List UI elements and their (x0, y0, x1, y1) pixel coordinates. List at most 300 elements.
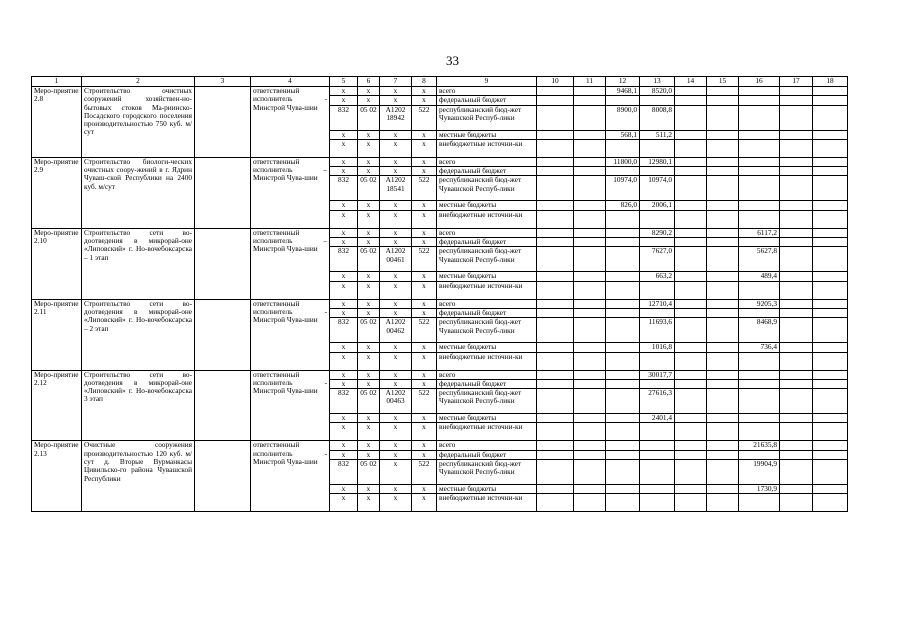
measure-name: Очистные сооружения производительностью 120 куб. м/сут д. Вторые Вурманкасы Цивильско-го района Чувашской Республики (82, 441, 195, 512)
value-col-17 (780, 352, 813, 370)
value-col-15 (707, 389, 739, 414)
value-col-12 (606, 460, 640, 485)
measure-name: Строительство сети во-доотведения в микрорай-оне «Липовский» г. Но-вочебоксарска – 2 этап (82, 299, 195, 370)
funding-source: всего (437, 157, 537, 166)
value-col-10 (537, 281, 574, 299)
value-col-12: 9468,1 (606, 87, 640, 96)
funding-source: всего (437, 370, 537, 379)
value-col-13 (640, 96, 675, 105)
value-col-17 (780, 379, 813, 388)
value-col-16 (739, 157, 780, 166)
budget-code: x (412, 210, 437, 228)
value-col-10 (537, 460, 574, 485)
budget-code: x (358, 210, 380, 228)
executor: ответственный исполнитель - Минстрой Чува-шии (251, 370, 330, 441)
budget-code: x (358, 87, 380, 96)
funding-source: местные бюджеты (437, 343, 537, 352)
value-col-18 (813, 157, 848, 166)
value-col-16 (739, 87, 780, 96)
value-col-14 (675, 272, 707, 281)
value-col-10 (537, 130, 574, 139)
value-col-10 (537, 352, 574, 370)
value-col-11 (574, 414, 606, 423)
value-col-12 (606, 238, 640, 247)
budget-code: x (380, 210, 412, 228)
value-col-12 (606, 96, 640, 105)
budget-code: x (330, 450, 358, 459)
budget-code: x (358, 379, 380, 388)
value-col-12 (606, 389, 640, 414)
budget-code: x (358, 96, 380, 105)
budget-code: 832 (330, 247, 358, 272)
value-col-17 (780, 105, 813, 130)
value-col-11 (574, 379, 606, 388)
value-col-13 (640, 139, 675, 157)
funding-source: федеральный бюджет (437, 96, 537, 105)
funding-source: всего (437, 87, 537, 96)
budget-code: x (330, 167, 358, 176)
budget-code: 05 02 (358, 318, 380, 343)
value-col-13: 12980,1 (640, 157, 675, 166)
executor: ответственный исполнитель - Минстрой Чува-шии (251, 87, 330, 158)
budget-code: x (358, 494, 380, 512)
budget-code: x (358, 308, 380, 317)
value-col-18 (813, 105, 848, 130)
budget-code: x (380, 352, 412, 370)
value-col-15 (707, 238, 739, 247)
value-col-17 (780, 96, 813, 105)
value-col-17 (780, 485, 813, 494)
column-header: 18 (813, 77, 848, 87)
funding-source: федеральный бюджет (437, 379, 537, 388)
budget-code: x (330, 370, 358, 379)
value-col-18 (813, 485, 848, 494)
value-col-11 (574, 87, 606, 96)
budget-code: x (380, 370, 412, 379)
budget-code: x (358, 485, 380, 494)
funding-source: республиканский бюд-жет Чувашской Респуб-лики (437, 105, 537, 130)
value-col-15 (707, 167, 739, 176)
value-col-10 (537, 139, 574, 157)
budget-code: x (412, 139, 437, 157)
column-header: 7 (380, 77, 412, 87)
value-col-18 (813, 414, 848, 423)
value-col-14 (675, 485, 707, 494)
column-header: 17 (780, 77, 813, 87)
value-col-12 (606, 352, 640, 370)
budget-code: x (380, 343, 412, 352)
value-col-15 (707, 130, 739, 139)
table-body (32, 77, 848, 512)
budget-code: x (358, 281, 380, 299)
funding-source: федеральный бюджет (437, 238, 537, 247)
value-col-11 (574, 423, 606, 441)
value-col-12 (606, 370, 640, 379)
value-col-18 (813, 308, 848, 317)
budget-code: x (412, 343, 437, 352)
budget-code: x (380, 423, 412, 441)
value-col-17 (780, 389, 813, 414)
budget-code: x (358, 201, 380, 210)
budget-code: А1202 00461 (380, 247, 412, 272)
column-header: 14 (675, 77, 707, 87)
value-col-15 (707, 210, 739, 228)
budget-code: x (330, 238, 358, 247)
funding-source: местные бюджеты (437, 130, 537, 139)
value-col-11 (574, 228, 606, 237)
budget-code: x (412, 485, 437, 494)
value-col-15 (707, 352, 739, 370)
value-col-15 (707, 96, 739, 105)
funding-source: местные бюджеты (437, 485, 537, 494)
value-col-17 (780, 238, 813, 247)
value-col-18 (813, 352, 848, 370)
value-col-14 (675, 494, 707, 512)
value-col-12 (606, 318, 640, 343)
budget-code: x (358, 272, 380, 281)
value-col-18 (813, 87, 848, 96)
value-col-10 (537, 201, 574, 210)
value-col-11 (574, 441, 606, 450)
column-header: 1 (32, 77, 82, 87)
value-col-16: 736,4 (739, 343, 780, 352)
value-col-14 (675, 210, 707, 228)
budget-code: x (380, 485, 412, 494)
value-col-16 (739, 494, 780, 512)
value-col-16 (739, 414, 780, 423)
budget-code: x (330, 201, 358, 210)
budget-code: x (330, 352, 358, 370)
budget-code: x (358, 343, 380, 352)
value-col-14 (675, 96, 707, 105)
value-col-16 (739, 389, 780, 414)
funding-source: федеральный бюджет (437, 308, 537, 317)
value-col-12: 826,0 (606, 201, 640, 210)
budget-code: x (412, 157, 437, 166)
budget-code: x (330, 485, 358, 494)
value-col-15 (707, 308, 739, 317)
program-table (31, 76, 848, 512)
budget-code: x (412, 281, 437, 299)
budget-code: x (358, 414, 380, 423)
column-header: 4 (251, 77, 330, 87)
value-col-12 (606, 343, 640, 352)
empty-cell (195, 441, 251, 512)
value-col-14 (675, 441, 707, 450)
value-col-18 (813, 379, 848, 388)
value-col-12: 568,1 (606, 130, 640, 139)
value-col-12 (606, 281, 640, 299)
value-col-12 (606, 228, 640, 237)
value-col-17 (780, 201, 813, 210)
budget-code: x (412, 423, 437, 441)
value-col-15 (707, 281, 739, 299)
value-col-11 (574, 210, 606, 228)
value-col-14 (675, 299, 707, 308)
value-col-11 (574, 485, 606, 494)
measure-number: Меро-приятие 2.13 (32, 441, 82, 512)
budget-code: 05 02 (358, 105, 380, 130)
budget-code: x (358, 441, 380, 450)
budget-code: А1202 18942 (380, 105, 412, 130)
value-col-14 (675, 139, 707, 157)
value-col-12 (606, 247, 640, 272)
value-col-10 (537, 389, 574, 414)
value-col-18 (813, 318, 848, 343)
value-col-18 (813, 450, 848, 459)
funding-source: федеральный бюджет (437, 167, 537, 176)
budget-code: x (330, 228, 358, 237)
budget-code: x (412, 352, 437, 370)
value-col-17 (780, 308, 813, 317)
value-col-17 (780, 167, 813, 176)
value-col-16 (739, 201, 780, 210)
value-col-17 (780, 441, 813, 450)
value-col-14 (675, 389, 707, 414)
value-col-10 (537, 272, 574, 281)
value-col-13 (640, 167, 675, 176)
budget-code: x (380, 308, 412, 317)
budget-code: x (358, 130, 380, 139)
value-col-11 (574, 318, 606, 343)
value-col-18 (813, 370, 848, 379)
value-col-16 (739, 352, 780, 370)
value-col-14 (675, 87, 707, 96)
budget-code: 522 (412, 318, 437, 343)
value-col-14 (675, 238, 707, 247)
value-col-15 (707, 87, 739, 96)
budget-code: x (358, 450, 380, 459)
value-col-10 (537, 167, 574, 176)
value-col-10 (537, 176, 574, 201)
value-col-11 (574, 460, 606, 485)
value-col-14 (675, 201, 707, 210)
budget-code: x (330, 157, 358, 166)
funding-source: местные бюджеты (437, 272, 537, 281)
funding-source: всего (437, 228, 537, 237)
value-col-18 (813, 238, 848, 247)
budget-code: x (358, 370, 380, 379)
budget-code: x (358, 238, 380, 247)
value-col-18 (813, 272, 848, 281)
value-col-11 (574, 201, 606, 210)
value-col-10 (537, 485, 574, 494)
value-col-11 (574, 96, 606, 105)
budget-code: x (412, 228, 437, 237)
budget-code: 05 02 (358, 389, 380, 414)
funding-source: внебюджетные источни-ки (437, 139, 537, 157)
value-col-13: 12710,4 (640, 299, 675, 308)
value-col-11 (574, 352, 606, 370)
column-header: 12 (606, 77, 640, 87)
value-col-11 (574, 299, 606, 308)
value-col-15 (707, 299, 739, 308)
value-col-13 (640, 352, 675, 370)
value-col-18 (813, 343, 848, 352)
empty-cell (195, 157, 251, 228)
value-col-11 (574, 389, 606, 414)
budget-code: x (330, 343, 358, 352)
measure-number: Меро-приятие 2.11 (32, 299, 82, 370)
value-col-15 (707, 201, 739, 210)
budget-code: x (412, 494, 437, 512)
value-col-15 (707, 423, 739, 441)
measure-name: Строительство сети во-доотведения в микрорай-оне «Липовский» г. Но-вочебоксарска – 1 этап (82, 228, 195, 299)
value-col-15 (707, 157, 739, 166)
value-col-12: 11800,0 (606, 157, 640, 166)
budget-code: А1202 00462 (380, 318, 412, 343)
value-col-16 (739, 281, 780, 299)
value-col-15 (707, 247, 739, 272)
budget-code: x (330, 272, 358, 281)
budget-code: x (330, 96, 358, 105)
value-col-12 (606, 485, 640, 494)
value-col-17 (780, 414, 813, 423)
measure-number: Меро-приятие 2.9 (32, 157, 82, 228)
funding-source: внебюджетные источни-ки (437, 494, 537, 512)
value-col-15 (707, 379, 739, 388)
value-col-18 (813, 139, 848, 157)
empty-cell (195, 299, 251, 370)
value-col-12: 10974,0 (606, 176, 640, 201)
value-col-17 (780, 157, 813, 166)
budget-code: 522 (412, 105, 437, 130)
budget-code: x (330, 423, 358, 441)
value-col-15 (707, 450, 739, 459)
column-header: 2 (82, 77, 195, 87)
funding-source: местные бюджеты (437, 414, 537, 423)
value-col-10 (537, 379, 574, 388)
value-col-18 (813, 228, 848, 237)
value-col-17 (780, 343, 813, 352)
value-col-13: 11693,6 (640, 318, 675, 343)
value-col-10 (537, 308, 574, 317)
budget-code: x (330, 130, 358, 139)
value-col-14 (675, 423, 707, 441)
measure-number: Меро-приятие 2.10 (32, 228, 82, 299)
value-col-16 (739, 96, 780, 105)
value-col-10 (537, 494, 574, 512)
value-col-13 (640, 441, 675, 450)
value-col-17 (780, 299, 813, 308)
table-row (32, 87, 848, 96)
table-row (32, 370, 848, 379)
value-col-14 (675, 176, 707, 201)
value-col-16 (739, 370, 780, 379)
value-col-13: 663,2 (640, 272, 675, 281)
value-col-14 (675, 157, 707, 166)
value-col-14 (675, 130, 707, 139)
budget-code: 522 (412, 176, 437, 201)
value-col-13 (640, 238, 675, 247)
budget-code: x (358, 352, 380, 370)
funding-source: внебюджетные источни-ки (437, 210, 537, 228)
value-col-10 (537, 414, 574, 423)
value-col-15 (707, 370, 739, 379)
value-col-17 (780, 130, 813, 139)
value-col-16 (739, 167, 780, 176)
value-col-15 (707, 441, 739, 450)
value-col-14 (675, 228, 707, 237)
funding-source: местные бюджеты (437, 201, 537, 210)
executor: ответственный исполнитель - Минстрой Чува-шии (251, 441, 330, 512)
budget-code: x (380, 139, 412, 157)
budget-code: x (380, 299, 412, 308)
value-col-16 (739, 176, 780, 201)
value-col-13 (640, 485, 675, 494)
value-col-17 (780, 281, 813, 299)
value-col-16 (739, 130, 780, 139)
budget-code: x (412, 370, 437, 379)
value-col-11 (574, 272, 606, 281)
funding-source: республиканский бюд-жет Чувашской Респуб-лики (437, 389, 537, 414)
budget-code: x (380, 272, 412, 281)
budget-code: x (380, 414, 412, 423)
value-col-11 (574, 157, 606, 166)
value-col-12 (606, 450, 640, 459)
budget-code: x (380, 87, 412, 96)
value-col-13 (640, 460, 675, 485)
budget-code: x (412, 167, 437, 176)
budget-code: x (380, 281, 412, 299)
value-col-13: 8290,2 (640, 228, 675, 237)
column-header: 16 (739, 77, 780, 87)
budget-code: А1202 00463 (380, 389, 412, 414)
budget-code: x (380, 238, 412, 247)
value-col-17 (780, 460, 813, 485)
funding-source: внебюджетные источни-ки (437, 423, 537, 441)
value-col-10 (537, 299, 574, 308)
value-col-10 (537, 238, 574, 247)
value-col-11 (574, 238, 606, 247)
value-col-10 (537, 343, 574, 352)
funding-source: всего (437, 299, 537, 308)
value-col-16: 1730,9 (739, 485, 780, 494)
empty-cell (195, 87, 251, 158)
value-col-10 (537, 87, 574, 96)
header-row (32, 77, 848, 87)
value-col-15 (707, 228, 739, 237)
value-col-18 (813, 167, 848, 176)
value-col-15 (707, 343, 739, 352)
value-col-16 (739, 423, 780, 441)
budget-code: x (412, 414, 437, 423)
budget-code: x (330, 87, 358, 96)
budget-code: x (380, 228, 412, 237)
column-header: 6 (358, 77, 380, 87)
value-col-15 (707, 318, 739, 343)
value-col-11 (574, 176, 606, 201)
value-col-18 (813, 494, 848, 512)
budget-code: x (412, 299, 437, 308)
funding-source: внебюджетные источни-ки (437, 281, 537, 299)
value-col-11 (574, 370, 606, 379)
budget-code: x (358, 167, 380, 176)
value-col-14 (675, 247, 707, 272)
budget-code: 832 (330, 460, 358, 485)
budget-code: 05 02 (358, 460, 380, 485)
funding-source: федеральный бюджет (437, 450, 537, 459)
budget-code: 832 (330, 389, 358, 414)
budget-code: 832 (330, 318, 358, 343)
budget-code: x (330, 281, 358, 299)
budget-code: x (358, 299, 380, 308)
column-header: 13 (640, 77, 675, 87)
budget-code: x (380, 441, 412, 450)
funding-source: республиканский бюд-жет Чувашской Респуб-лики (437, 176, 537, 201)
budget-code: 522 (412, 460, 437, 485)
value-col-10 (537, 370, 574, 379)
